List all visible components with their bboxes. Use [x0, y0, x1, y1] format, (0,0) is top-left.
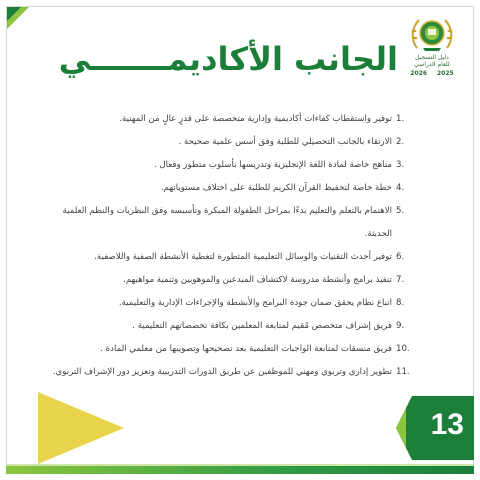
list-item — [42, 292, 412, 315]
list-item-text: خطة خاصة لتحفيظ القرآن الكريم للطلبة على اختلاف مستوياتهم. — [160, 183, 392, 194]
list-item-number: 4. — [396, 183, 405, 194]
list-item — [42, 361, 412, 384]
list-item-number: 11. — [396, 367, 410, 378]
bottom-bar — [6, 466, 474, 474]
page-number: 13 — [430, 408, 464, 441]
list-item-text: مناهج خاصة لمادة اللغة الإنجليزية وتدريسها بأسلوب متطور وفعال . — [153, 160, 392, 171]
list-item-text: توفير واستقطاب كفاءات أكاديمية وإدارية متخصصة على قدرٍ عالٍ من المهنية. — [119, 114, 392, 124]
logo-text-line1: دليل التسجيل — [415, 54, 449, 61]
list-item-text: الارتقاء بالجانب التحصيلي للطلبة وفق أسس علمية صحيحة . — [178, 137, 392, 148]
list-item-text: توفير أحدث التقنيات والوسائل التعليمية المتطورة لتغطية الأنشطة الصفية واللاصفية. — [94, 251, 392, 262]
list-item-number: 9. — [396, 321, 405, 332]
logo-year-a: 2026 — [410, 70, 427, 77]
list-item-number: 8. — [396, 298, 405, 309]
yellow-triangle-decoration — [38, 392, 128, 464]
list-item-number: 3. — [396, 160, 405, 171]
list-item-text: تنفيذ برامج وأنشطة مدروسة لاكتشاف المبدعين والموهوبين وتنمية مواهبهم. — [123, 275, 392, 286]
list-item — [42, 338, 412, 361]
list-item — [42, 269, 412, 292]
laurel-emblem-icon — [409, 14, 455, 54]
list-item-text: اتباع نظام يحقق ضمان جودة البرامج والأنشطة والإجراءات الإدارية والتعليمية. — [118, 298, 392, 309]
list-item — [42, 131, 412, 154]
list-item — [42, 246, 412, 269]
list-item-number: 10. — [396, 344, 410, 355]
list-item-number: 6. — [396, 251, 405, 262]
logo-years — [404, 70, 460, 77]
academic-list — [42, 108, 412, 385]
list-item-text: فريق منسقات لمتابعة الواجبات التعليمية بعد تصحيحها وتصويبها من معلمي المادة . — [100, 344, 392, 355]
list-item-number: 1. — [396, 114, 405, 124]
list-item-text: الاهتمام بالتعلم والتعليم بدءًا بمراحل الطفولة المبكرة وتأسيسه وفق النظريات والنظم العلمية الحديثة. — [62, 206, 392, 239]
list-item — [42, 154, 412, 177]
logo-year-b: 2025 — [437, 70, 454, 77]
list-item — [42, 315, 412, 338]
page-title: الجانب الأكاديمـــــــي — [58, 40, 398, 78]
list-item-text: تطوير إداري وتربوي ومهني للموظفين عن طريق الدورات التدريبية وتعزيز دور الإشراف التربوي. — [52, 367, 392, 378]
school-logo — [404, 14, 460, 77]
logo-text-line2: للعام الدراسي — [414, 61, 450, 68]
list-item — [42, 108, 412, 131]
list-item-number: 5. — [396, 206, 405, 217]
list-item — [42, 200, 412, 245]
list-item — [42, 177, 412, 200]
corner-decoration-inner — [7, 7, 21, 21]
list-item-number: 2. — [396, 137, 405, 148]
list-item-text: فريق إشراف متخصص مُقيم لمتابعة المعلمين بكافة تخصصاتهم التعليمية . — [132, 321, 392, 332]
list-item-number: 7. — [396, 275, 405, 286]
